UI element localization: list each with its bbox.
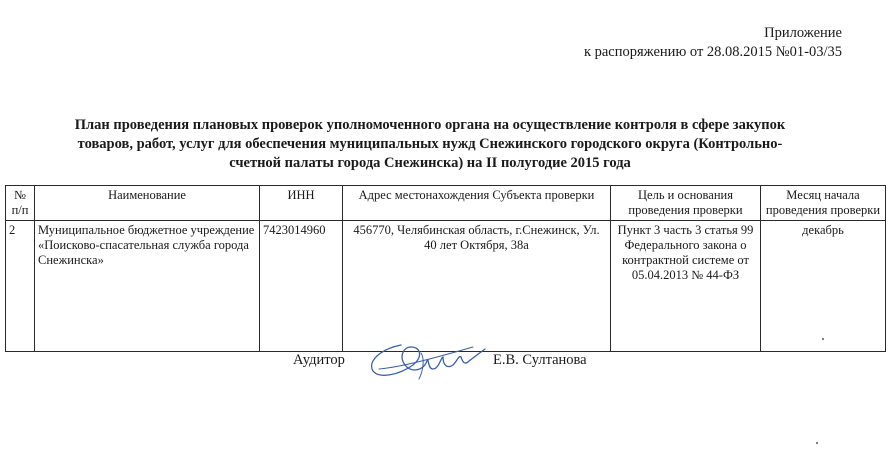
title-line-1: План проведения плановых проверок уполномоченного органа на осуществление контроля в сфере закупок [74,117,786,133]
header-address: Адрес местонахождения Субъекта проверки [343,186,611,221]
scan-speck [816,442,818,444]
cell-address: 456770, Челябинская область, г.Снежинск, Ул. 40 лет Октября, 38а [343,221,611,352]
cell-inn: 7423014960 [260,221,343,352]
header-goal: Цель и основания проведения проверки [611,186,761,221]
appendix-header [584,24,842,62]
header-num: № п/п [6,186,35,221]
cell-num: 2 [6,221,35,352]
cell-name: Муниципальное бюджетное учреждение «Поисково-спасательная служба города Снежинска» [35,221,260,352]
handwritten-signature [361,335,491,383]
cell-goal: Пункт 3 часть 3 статья 99 Федерального закона о контрактной системе от 05.04.2013 № 44-ФЗ [611,221,761,352]
cell-month: декабрь [761,221,886,352]
title-line-3: счетной палаты города Снежинска) на II полугодие 2015 года [229,155,631,171]
scan-speck [822,338,824,340]
inspection-plan-table [5,185,886,352]
header-inn: ИНН [260,186,343,221]
table-row [6,221,886,352]
table-header-row [6,186,886,221]
appendix-label: Приложение [764,25,842,41]
signatory-name: Е.В. Султанова [493,352,587,368]
title-line-2: товаров, работ, услуг для обеспечения муниципальных нужд Снежинского городского округа (Контрольно- [77,136,783,152]
header-name: Наименование [35,186,260,221]
header-month: Месяц начала проведения проверки [761,186,886,221]
appendix-order-reference: к распоряжению от 28.08.2015 №01-03/35 [583,44,842,60]
signature-role: Аудитор [293,352,345,368]
document-title [20,116,840,173]
